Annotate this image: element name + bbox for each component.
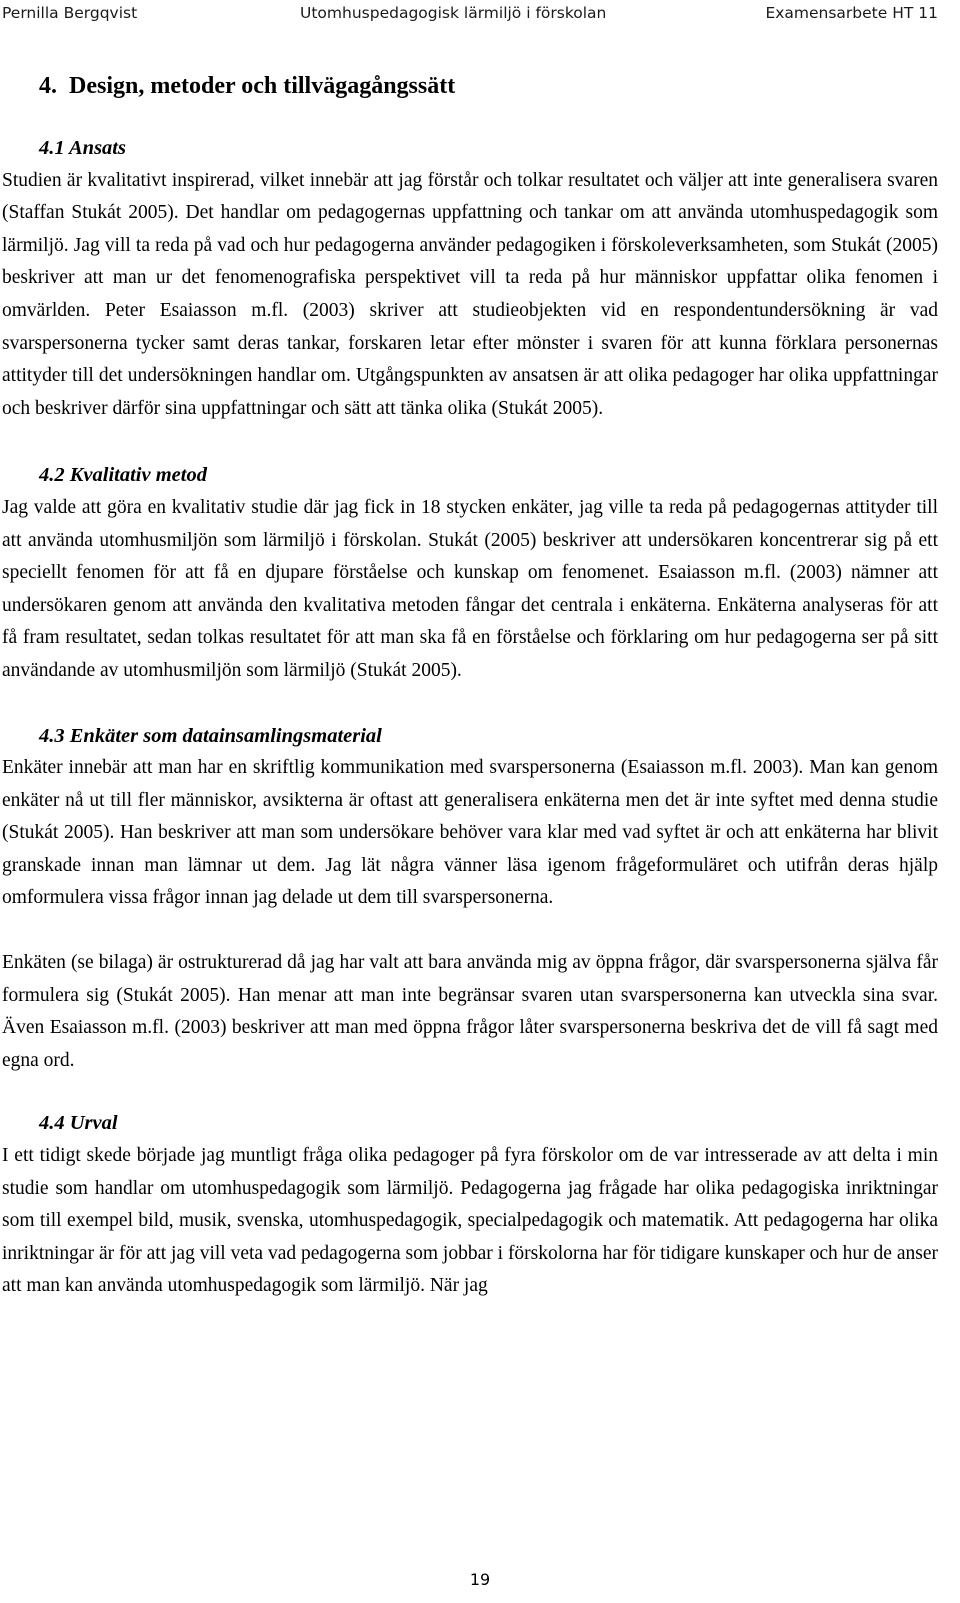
section-paragraph: Studien är kvalitativt inspirerad, vilket innebär att jag förstår och tolkar resultatet och väljer att inte generalisera svaren (Staffan Stukát 2005). Det handlar om pedagogernas uppfattning och tankar om att använda utomhuspedagogik som lärmiljö. Jag vill ta reda på vad och hur pedagogerna använder pedagogiken i förskoleverksamheten, som Stukát (2005) beskriver att man ur det fenomenografiska perspektivet vill ta reda på hur människor uppfattar olika fenomen i omvärlden. Peter Esaiasson m.fl. (2003) skriver att studieobjekten vid en respondentundersökning är vad svarspersonerna tycker samt deras tankar, forskaren letar efter mönster i svaren för att kunna förklara personernas attityder till det undersökningen handlar om. Utgångspunkten av ansatsen är att olika pedagoger har olika uppfattningar och beskriver därför sina uppfattningar och sätt att tänka olika (Stukát 2005).: [2, 169, 938, 419]
section-paragraph: Enkäten (se bilaga) är ostrukturerad då jag har valt att bara använda mig av öppna frågor, där svarspersonerna själva får formulera sig (Stukát 2005). Han menar att man inte begränsar svaren utan svarspersonerna kan utveckla sina svar. Även Esaiasson m.fl. (2003) beskriver att man med öppna frågor låter svarspersonerna beskriva det de vill få sagt med egna ord.: [2, 952, 938, 1071]
chapter-title: 4. Design, metoder och tillvägagångssätt: [39, 73, 456, 99]
section-heading: 4.1 Ansats: [39, 137, 126, 159]
section-paragraph: Jag valde att göra en kvalitativ studie där jag fick in 18 stycken enkäter, jag ville ta reda på pedagogernas attityder till att använda utomhusmiljön som lärmiljö i förskolan. Stukát (2005) beskriver att undersökaren koncentrerar sig på ett speciellt fenomen för att få en djupare förståelse och kunskap om fenomenet. Esaiasson m.fl. (2003) nämner att undersökaren genom att använda den kvalitativa metoden fångar det centrala i enkäterna. Enkäterna analyseras för att få fram resultatet, sedan tolkas resultatet för att man ska få en förståelse och förklaring om hur pedagogerna ser på sitt användande av utomhusmiljön som lärmiljö (Stukát 2005).: [2, 496, 938, 681]
header-course: Examensarbete HT 11: [765, 4, 938, 22]
section-paragraph: Enkäter innebär att man har en skriftlig kommunikation med svarspersonerna (Esaiasson m.fl. 2003). Man kan genom enkäter nå ut till fler människor, avsikterna är oftast att generalisera enkäterna men det är inte syftet med denna studie (Stukát 2005). Han beskriver att man som undersökare behöver vara klar med vad syftet är och att enkäterna har blivit granskade innan man lämnar ut dem. Jag lät några vänner läsa igenom frågeformuläret och utifrån deras hjälp omformulera vissa frågor innan jag delade ut dem till svarspersonerna.: [2, 757, 938, 909]
section-paragraph: I ett tidigt skede började jag muntligt fråga olika pedagoger på fyra förskolor om de var intresserade av att delta i min studie som handlar om utomhuspedagogik som lärmiljö. Pedagogerna jag frågade har olika pedagogiska inriktningar som till exempel bild, musik, svenska, utomhuspedagogik, specialpedagogik och matematik. Att pedagogerna har olika inriktningar är för att jag vill veta vad pedagogerna som jobbar i förskolorna har för tidigare kunskaper och hur de anser att man kan använda utomhuspedagogik som lärmiljö. När jag: [2, 1145, 938, 1297]
section-4-2: [0, 459, 938, 687]
section-heading: 4.2 Kvalitativ metod: [39, 464, 207, 487]
header-author: Pernilla Bergqvist: [2, 4, 138, 22]
section-4-3: [0, 720, 938, 1078]
section-heading: 4.3 Enkäter som datainsamlingsmaterial: [39, 724, 382, 747]
header-title: Utomhuspedagogisk lärmiljö i förskolan: [300, 4, 607, 22]
section-4-1: [0, 132, 938, 425]
document-body: [0, 66, 938, 1303]
section-heading: 4.4 Urval: [39, 1112, 118, 1135]
page-header: [0, 0, 960, 30]
page-number: 19: [469, 1570, 491, 1589]
section-4-4: [0, 1107, 938, 1303]
